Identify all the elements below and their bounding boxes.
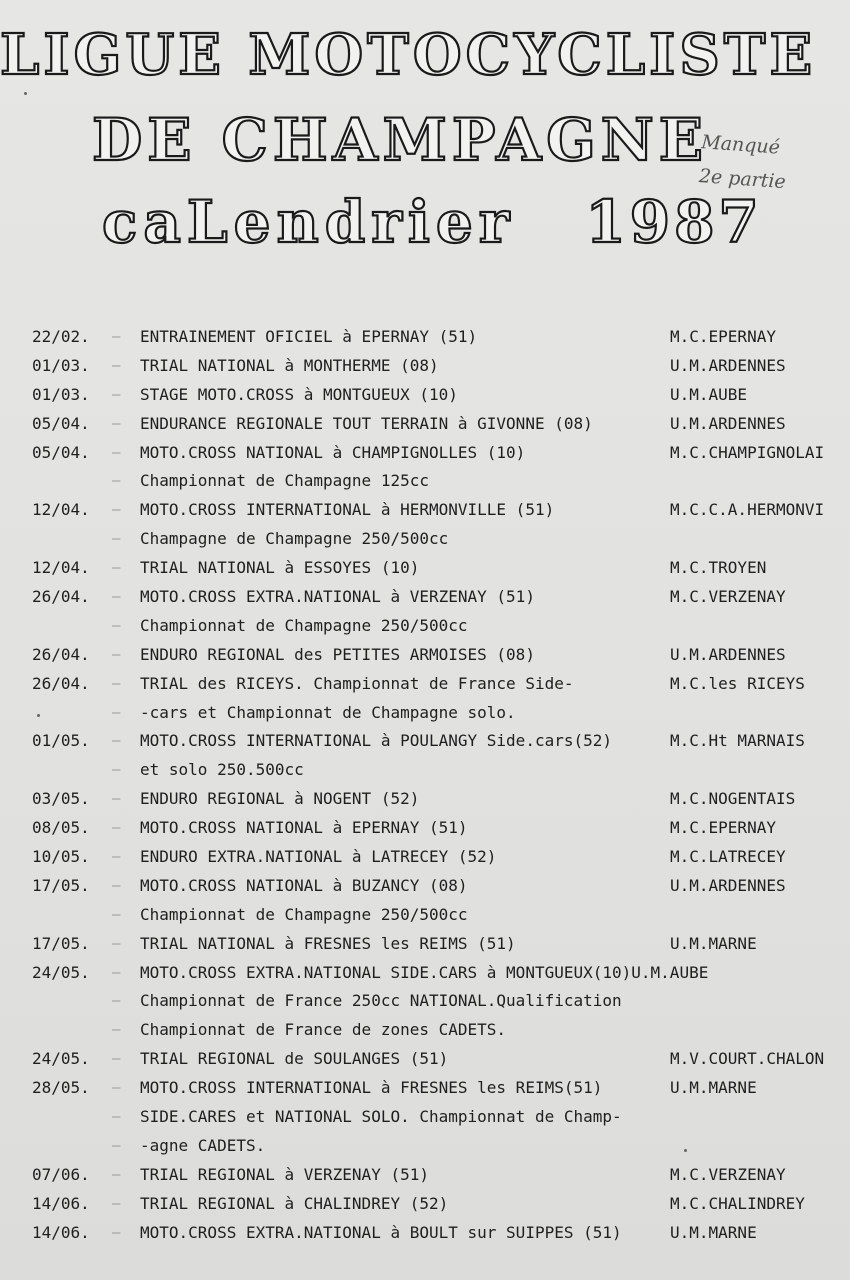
event-date: 05/04. (32, 442, 90, 462)
title-line-2: DE CHAMPAGNE (91, 106, 708, 174)
event-date: 10/05. (32, 847, 90, 867)
organizing-club: U.M.ARDENNES (670, 875, 786, 895)
organizing-club: M.C.les RICEYS (670, 673, 805, 693)
calendar-row (0, 1074, 850, 1103)
calendar-row (0, 1190, 850, 1219)
calendar-row (0, 352, 850, 381)
event-description: SIDE.CARES et NATIONAL SOLO. Championnat de Champ- (140, 1107, 622, 1127)
event-date: 28/05. (32, 1078, 90, 1098)
pencil-tick-mark: ‒ (112, 1166, 121, 1183)
event-date: 17/05. (32, 875, 90, 895)
event-description: TRIAL REGIONAL de SOULANGES (51) (140, 1049, 449, 1069)
organizing-club: M.C.EPERNAY (670, 818, 776, 838)
event-date: 26/04. (32, 644, 90, 664)
pencil-tick-mark: ‒ (112, 1051, 121, 1068)
pencil-tick-mark: ‒ (112, 560, 121, 577)
title-line-3 (102, 188, 763, 256)
event-description: TRIAL des RICEYS. Championnat de France Side- (140, 673, 574, 693)
calendar-row (0, 1103, 850, 1132)
pencil-tick-mark: ‒ (112, 762, 121, 779)
event-description: TRIAL NATIONAL à MONTHERME (08) (140, 355, 439, 375)
pencil-tick-mark: ‒ (112, 617, 121, 634)
event-date: 05/04. (32, 413, 90, 433)
calendar-year: 1987 (585, 188, 763, 256)
pencil-tick-mark: ‒ (112, 444, 121, 461)
event-description: ENDURO REGIONAL à NOGENT (52) (140, 789, 420, 809)
organizing-club: M.C.NOGENTAIS (670, 789, 796, 809)
pencil-tick-mark: ‒ (112, 675, 121, 692)
event-description: MOTO.CROSS EXTRA.NATIONAL SIDE.CARS à MONTGUEUX(10)U.M.AUBE (140, 962, 709, 982)
event-description: MOTO.CROSS INTERNATIONAL à HERMONVILLE (51) (140, 500, 555, 520)
calendar-row (0, 1016, 850, 1045)
pencil-tick-mark: ‒ (112, 849, 121, 866)
organizing-club: M.C.CHAMPIGNOLAI (670, 442, 825, 462)
event-description: MOTO.CROSS EXTRA.NATIONAL à VERZENAY (51) (140, 587, 535, 607)
calendar-row (0, 699, 850, 728)
pencil-tick-mark: ‒ (112, 993, 121, 1010)
pencil-tick-mark: ‒ (112, 1224, 121, 1241)
event-description: MOTO.CROSS EXTRA.NATIONAL à BOULT sur SUIPPES (51) (140, 1222, 622, 1242)
event-date: 03/05. (32, 789, 90, 809)
event-description: Championnat de Champagne 125cc (140, 471, 429, 491)
calendar-row (0, 727, 850, 756)
calendar-row (0, 1045, 850, 1074)
title-line-1: LIGUE MOTOCYCLISTE (0, 22, 817, 88)
event-date: 14/06. (32, 1222, 90, 1242)
organizing-club: M.C.TROYEN (670, 558, 767, 578)
pencil-tick-mark: ‒ (112, 415, 121, 432)
pencil-tick-mark: ‒ (112, 1195, 121, 1212)
event-description: STAGE MOTO.CROSS à MONTGUEUX (10) (140, 384, 458, 404)
event-date: 12/04. (32, 500, 90, 520)
event-description: et solo 250.500cc (140, 760, 304, 780)
pencil-tick-mark: ‒ (112, 531, 121, 548)
event-date: 17/05. (32, 933, 90, 953)
event-description: Champagne de Champagne 250/500cc (140, 529, 449, 549)
organizing-club: M.C.VERZENAY (670, 587, 786, 607)
event-date: 07/06. (32, 1164, 90, 1184)
handwritten-note-line-1: Manqué (700, 131, 781, 159)
calendar-row (0, 612, 850, 641)
calendar-row (0, 554, 850, 583)
organizing-club: M.C.VERZENAY (670, 1164, 786, 1184)
event-date: 01/03. (32, 355, 90, 375)
pencil-tick-mark: ‒ (112, 1022, 121, 1039)
calendar-row (0, 785, 850, 814)
event-description: -cars et Championnat de Champagne solo. (140, 702, 516, 722)
calendar-row (0, 756, 850, 785)
event-description: TRIAL NATIONAL à ESSOYES (10) (140, 558, 420, 578)
pencil-tick-mark: ‒ (112, 964, 121, 981)
calendar-row (0, 1161, 850, 1190)
pencil-tick-mark: ‒ (112, 646, 121, 663)
organizing-club: M.C.C.A.HERMONVI (670, 500, 825, 520)
event-description: MOTO.CROSS INTERNATIONAL à POULANGY Side.cars(52) (140, 731, 613, 751)
pencil-tick-mark: ‒ (112, 1137, 121, 1154)
calendar-row (0, 814, 850, 843)
event-description: MOTO.CROSS NATIONAL à EPERNAY (51) (140, 818, 468, 838)
pencil-tick-mark: ‒ (112, 733, 121, 750)
pencil-tick-mark: ‒ (112, 704, 121, 721)
calendar-row (0, 439, 850, 468)
calendar-row (0, 959, 850, 988)
paper-speck (684, 1149, 687, 1152)
organizing-club: U.M.MARNE (670, 1222, 757, 1242)
event-description: Championnat de France de zones CADETS. (140, 1020, 507, 1040)
event-description: ENDURO EXTRA.NATIONAL à LATRECEY (52) (140, 847, 497, 867)
calendar-row (0, 525, 850, 554)
pencil-tick-mark: ‒ (112, 935, 121, 952)
pencil-tick-mark: ‒ (112, 329, 121, 345)
pencil-tick-mark: ‒ (112, 1080, 121, 1097)
organizing-club: M.C.EPERNAY (670, 327, 776, 346)
organizing-club: M.C.Ht MARNAIS (670, 731, 805, 751)
pencil-tick-mark: ‒ (112, 589, 121, 606)
pencil-tick-mark: ‒ (112, 791, 121, 808)
calendar-row (0, 381, 850, 410)
event-description: MOTO.CROSS INTERNATIONAL à FRESNES les REIMS(51) (140, 1078, 603, 1098)
event-description: TRIAL NATIONAL à FRESNES les REIMS (51) (140, 933, 516, 953)
pencil-tick-mark: ‒ (112, 386, 121, 403)
event-date: 14/06. (32, 1193, 90, 1213)
pencil-tick-mark: ‒ (112, 820, 121, 837)
event-description: Championnat de Champagne 250/500cc (140, 615, 468, 635)
calendar-row (0, 901, 850, 930)
calendar-row (0, 930, 850, 959)
calendar-row (0, 467, 850, 496)
event-date: 26/04. (32, 673, 90, 693)
event-date: 01/05. (32, 731, 90, 751)
pencil-tick-mark: ‒ (112, 906, 121, 923)
calendar-row (0, 641, 850, 670)
paper-speck (24, 92, 27, 95)
calendar-row (0, 843, 850, 872)
pencil-tick-mark: ‒ (112, 1109, 121, 1126)
calendar-row (0, 410, 850, 439)
event-description: TRIAL REGIONAL à CHALINDREY (52) (140, 1193, 449, 1213)
calendar-row (0, 670, 850, 699)
event-description: ENDURO REGIONAL des PETITES ARMOISES (08) (140, 644, 535, 664)
event-description: ENTRAINEMENT OFICIEL à EPERNAY (51) (140, 327, 478, 346)
event-description: MOTO.CROSS NATIONAL à CHAMPIGNOLLES (10) (140, 442, 526, 462)
event-list (0, 323, 850, 1248)
pencil-tick-mark: ‒ (112, 877, 121, 894)
event-date: 01/03. (32, 384, 90, 404)
event-description: Championnat de Champagne 250/500cc (140, 904, 468, 924)
organizing-club: U.M.ARDENNES (670, 355, 786, 375)
organizing-club: U.M.MARNE (670, 933, 757, 953)
event-description: -agne CADETS. (140, 1135, 266, 1155)
handwritten-note (698, 125, 842, 203)
event-description: Championnat de France 250cc NATIONAL.Qualification (140, 991, 622, 1011)
event-date: 22/02. (32, 327, 90, 346)
calendar-row (0, 1219, 850, 1248)
pencil-tick-mark: ‒ (112, 357, 121, 374)
event-date: 24/05. (32, 962, 90, 982)
handwritten-note-line-2: 2e partie (698, 165, 787, 194)
pencil-tick-mark: ‒ (112, 473, 121, 490)
calendar-word: caLendrier (102, 188, 516, 256)
calendar-row (0, 496, 850, 525)
event-date: 24/05. (32, 1049, 90, 1069)
organizing-club: U.M.ARDENNES (670, 644, 786, 664)
event-date: 12/04. (32, 558, 90, 578)
organizing-club: M.C.LATRECEY (670, 847, 786, 867)
event-date: 26/04. (32, 587, 90, 607)
pencil-tick-mark: ‒ (112, 502, 121, 519)
calendar-row (0, 1132, 850, 1161)
organizing-club: U.M.AUBE (670, 384, 748, 404)
organizing-club: M.V.COURT.CHALON (670, 1049, 825, 1069)
event-description: TRIAL REGIONAL à VERZENAY (51) (140, 1164, 429, 1184)
paper-speck (37, 714, 40, 717)
organizing-club: U.M.MARNE (670, 1078, 757, 1098)
organizing-club: U.M.ARDENNES (670, 413, 786, 433)
calendar-row (0, 872, 850, 901)
event-date: 08/05. (32, 818, 90, 838)
event-description: ENDURANCE REGIONALE TOUT TERRAIN à GIVONNE (08) (140, 413, 593, 433)
calendar-row (0, 583, 850, 612)
calendar-row (0, 987, 850, 1016)
calendar-row (0, 323, 850, 352)
event-description: MOTO.CROSS NATIONAL à BUZANCY (08) (140, 875, 468, 895)
organizing-club: M.C.CHALINDREY (670, 1193, 805, 1213)
